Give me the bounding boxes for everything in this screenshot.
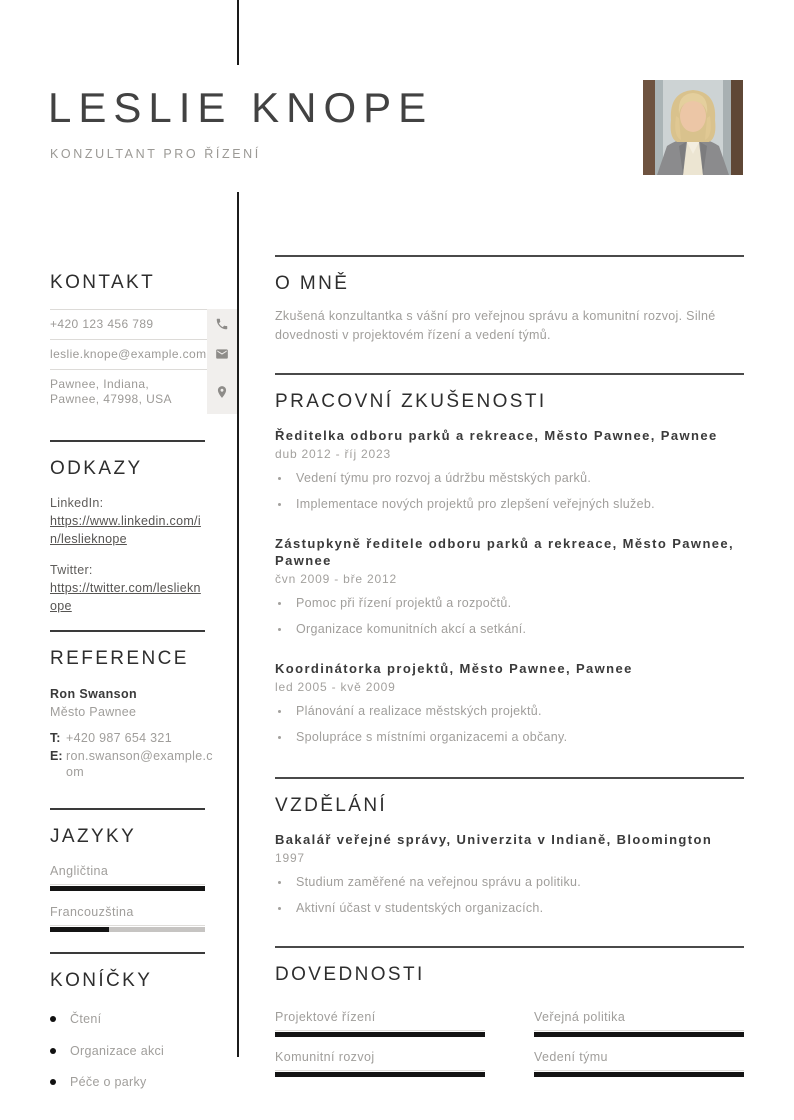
skill-item xyxy=(534,1050,744,1077)
job-title: Zástupkyně ředitele odboru parků a rekreace, Město Pawnee, Pawnee xyxy=(275,536,735,568)
education-heading: VZDĚLÁNÍ xyxy=(275,795,388,816)
job-list xyxy=(275,427,744,746)
contact-list xyxy=(50,309,237,414)
hobby-item xyxy=(50,1012,237,1026)
reference-name: Ron Swanson xyxy=(50,687,138,701)
language-item xyxy=(50,905,205,932)
section-education xyxy=(275,777,744,917)
skill-name: Vedení týmu xyxy=(534,1050,744,1071)
language-item xyxy=(50,864,205,891)
contact-phone-value: +420 123 456 789 xyxy=(50,309,207,339)
hobby-text: Péče o parky xyxy=(70,1075,147,1089)
link-item-linkedin xyxy=(50,494,205,548)
job-dates: čvn 2009 - bře 2012 xyxy=(275,572,397,586)
skill-name: Veřejná politika xyxy=(534,1010,744,1031)
skill-level-bar xyxy=(534,1072,744,1077)
profile-photo xyxy=(643,80,743,175)
language-name: Angličtina xyxy=(50,864,205,885)
section-rule xyxy=(275,373,744,375)
section-rule xyxy=(50,808,205,810)
bullet-icon xyxy=(278,477,281,480)
link-item-twitter xyxy=(50,561,205,615)
experience-heading: PRACOVNÍ ZKUŠENOSTI xyxy=(275,391,547,412)
hobby-text: Organizace akci xyxy=(70,1043,165,1058)
section-rule xyxy=(50,440,205,442)
language-level-bar xyxy=(50,886,205,891)
job-bullet: Implementace nových projektů pro zlepšení veřejných služeb. xyxy=(275,496,744,513)
main-content xyxy=(275,255,744,1077)
skill-level-track xyxy=(275,1072,485,1077)
section-links xyxy=(50,440,237,615)
skill-item xyxy=(534,1010,744,1037)
reference-phone-label: T: xyxy=(50,731,61,745)
about-heading: O MNĚ xyxy=(275,273,350,294)
education-entry xyxy=(275,831,744,917)
contact-row-email xyxy=(50,339,237,369)
column-divider xyxy=(237,192,239,1057)
section-skills xyxy=(275,946,744,1077)
bullet-icon xyxy=(278,710,281,713)
job-bullet: Vedení týmu pro rozvoj a údržbu městských parků. xyxy=(275,470,744,487)
degree-title: Bakalář veřejné správy, Univerzita v Indianě, Bloomington xyxy=(275,832,713,847)
twitter-link[interactable]: https://twitter.com/leslieknope xyxy=(50,581,201,613)
job-bullet: Organizace komunitních akcí a setkání. xyxy=(275,621,744,638)
phone-icon xyxy=(207,309,237,339)
section-rule xyxy=(275,255,744,257)
contact-address-value: Pawnee, Indiana, Pawnee, 47998, USA xyxy=(50,369,207,414)
bullet-icon xyxy=(278,907,281,910)
reference-email-value: ron.swanson@example.com xyxy=(66,749,213,779)
job-title: Ředitelka odboru parků a rekreace, Město Pawnee, Pawnee xyxy=(275,428,718,443)
skill-name: Komunitní rozvoj xyxy=(275,1050,485,1071)
language-level-track xyxy=(50,927,205,932)
reference-heading: REFERENCE xyxy=(50,648,189,669)
job-bullet: Spolupráce s místními organizacemi a občany. xyxy=(275,729,744,746)
languages-heading: JAZYKY xyxy=(50,826,137,847)
section-rule xyxy=(275,946,744,948)
skill-level-track xyxy=(534,1072,744,1077)
section-rule xyxy=(50,630,205,632)
section-experience xyxy=(275,373,744,746)
reference-company: Město Pawnee xyxy=(50,705,137,719)
reference-email-row xyxy=(50,748,220,780)
section-about xyxy=(275,255,744,345)
skill-item xyxy=(275,1010,485,1037)
bullet-icon xyxy=(278,628,281,631)
skill-level-track xyxy=(534,1032,744,1037)
job-entry xyxy=(275,535,744,638)
reference-email-label: E: xyxy=(50,749,63,763)
hobby-item xyxy=(50,1075,237,1089)
education-list xyxy=(275,831,744,917)
section-rule xyxy=(50,952,205,954)
hobbies-heading: KONÍČKY xyxy=(50,970,153,991)
bullet-icon xyxy=(50,1048,56,1054)
person-name: LESLIE KNOPE xyxy=(48,84,434,131)
header-vertical-rule xyxy=(237,0,239,65)
bullet-icon xyxy=(278,503,281,506)
education-bullet: Studium zaměřené na veřejnou správu a politiku. xyxy=(275,874,744,891)
reference-entry xyxy=(50,686,220,780)
section-reference xyxy=(50,630,237,780)
section-hobbies xyxy=(50,952,237,1089)
link-label: Twitter: xyxy=(50,563,93,577)
skills-grid xyxy=(275,1010,744,1077)
linkedin-link[interactable]: https://www.linkedin.com/in/leslieknope xyxy=(50,514,201,546)
link-label: LinkedIn: xyxy=(50,496,104,510)
language-name: Francouzština xyxy=(50,905,205,926)
section-languages xyxy=(50,808,237,932)
section-contact xyxy=(50,272,237,414)
language-level-bar xyxy=(50,927,109,932)
degree-year: 1997 xyxy=(275,851,305,865)
job-dates: led 2005 - kvě 2009 xyxy=(275,680,396,694)
bullet-icon xyxy=(50,1079,56,1085)
contact-row-address xyxy=(50,369,237,414)
location-icon xyxy=(207,369,237,414)
hobby-item xyxy=(50,1044,237,1058)
links-list xyxy=(50,494,205,615)
contact-heading: KONTAKT xyxy=(50,272,156,293)
job-bullet: Pomoc při řízení projektů a rozpočtů. xyxy=(275,595,744,612)
skill-level-bar xyxy=(275,1072,485,1077)
about-text: Zkušená konzultantka s vášní pro veřejnou správu a komunitní rozvoj. Silné dovednosti v projektovém řízení a vedení týmů. xyxy=(275,309,716,342)
contact-row-phone xyxy=(50,309,237,339)
profile-photo-illustration xyxy=(643,80,743,175)
person-job-title: KONZULTANT PRO ŘÍZENÍ xyxy=(50,147,261,161)
reference-phone-row xyxy=(50,730,220,746)
language-level-track xyxy=(50,886,205,891)
skill-name: Projektové řízení xyxy=(275,1010,485,1031)
bullet-icon xyxy=(278,736,281,739)
skill-level-track xyxy=(275,1032,485,1037)
job-entry xyxy=(275,660,744,746)
links-heading: ODKAZY xyxy=(50,458,143,479)
contact-email-value: leslie.knope@example.com xyxy=(50,339,207,369)
job-entry xyxy=(275,427,744,513)
bullet-icon xyxy=(278,602,281,605)
email-icon xyxy=(207,339,237,369)
language-list xyxy=(50,864,205,932)
bullet-icon xyxy=(50,1016,56,1022)
education-bullet: Aktivní účast v studentských organizacích. xyxy=(275,900,744,917)
skill-level-bar xyxy=(275,1032,485,1037)
job-bullet: Plánování a realizace městských projektů. xyxy=(275,703,744,720)
job-dates: dub 2012 - říj 2023 xyxy=(275,447,391,461)
sidebar xyxy=(50,272,237,1107)
job-title: Koordinátorka projektů, Město Pawnee, Pawnee xyxy=(275,661,633,676)
skills-heading: DOVEDNOSTI xyxy=(275,964,425,985)
reference-phone-value: +420 987 654 321 xyxy=(66,731,172,745)
hobby-text: Čtení xyxy=(70,1012,102,1026)
bullet-icon xyxy=(278,881,281,884)
skill-item xyxy=(275,1050,485,1077)
hobby-list xyxy=(50,1012,237,1089)
section-rule xyxy=(275,777,744,779)
skill-level-bar xyxy=(534,1032,744,1037)
